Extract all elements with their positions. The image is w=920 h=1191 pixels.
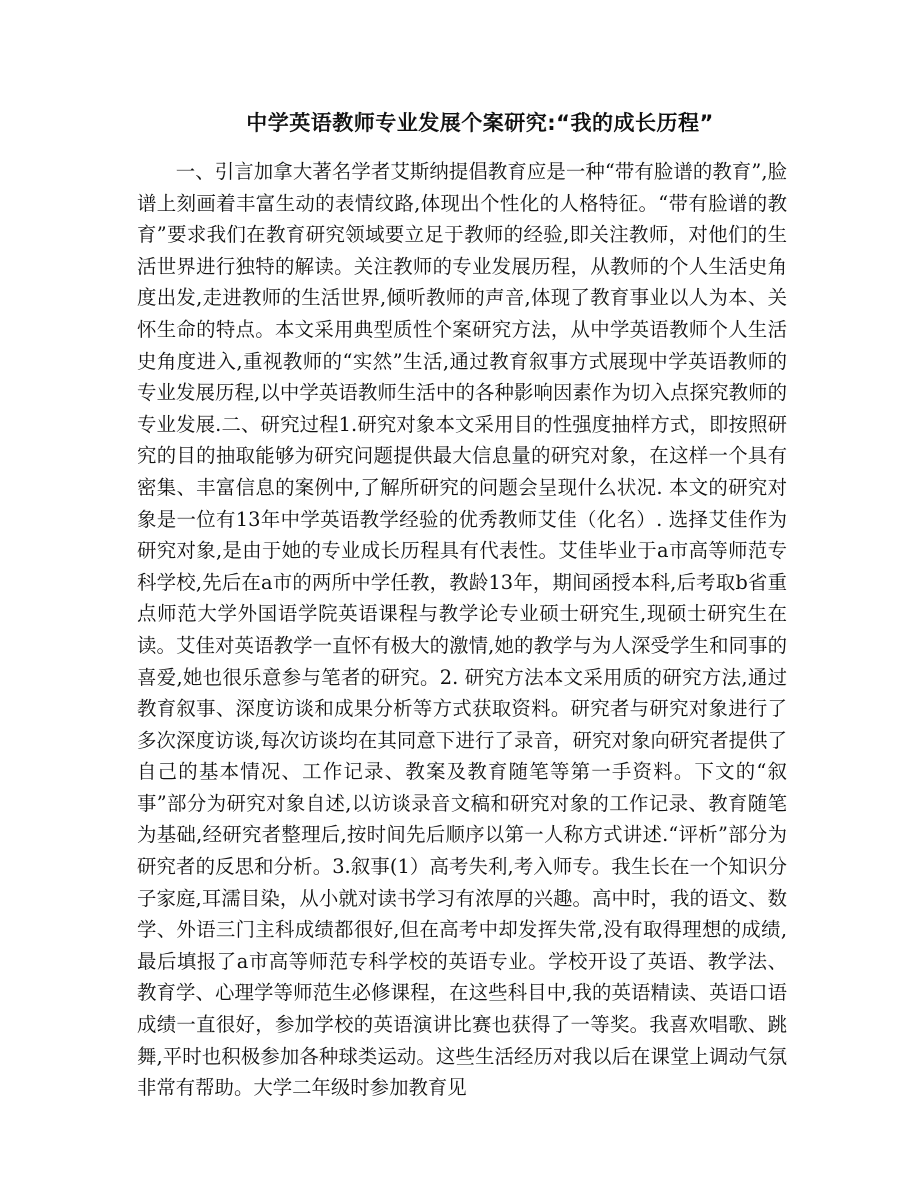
document-body-paragraph: 一、引言加拿大著名学者艾斯纳提倡教育应是一种“带有脸谱的教育”,脸谱上刻画着丰富生动的表情纹路,体现出个性化的人格特征。“带有脸谱的教育”要求我们在教育研究领域要立足于教师的经验,即关注教师，对他们的生活世界进行独特的解读。关注教师的专业发展历程，从教师的个人生活史角度出发,走进教师的生活世界,倾听教师的声音,体现了教育事业以人为本、关怀生命的特点。本文采用典型质性个案研究方法，从中学英语教师个人生活史角度进入,重视教师的“实然”生活,通过教育叙事方式展现中学英语教师的专业发展历程,以中学英语教师生活中的各种影响因素作为切入点探究教师的专业发展.二、研究过程1.研究对象本文采用目的性强度抽样方式，即按照研究的目的抽取能够为研究问题提供最大信息量的研究对象，在这样一个具有密集、丰富信息的案例中,了解所研究的问题会呈现什么状况. 本文的研究对象是一位有13年中学英语教学经验的优秀教师艾佳（化名）. 选择艾佳作为研究对象,是由于她的专业成长历程具有代表性。艾佳毕业于a市高等师范专科学校,先后在a市的两所中学任教，教龄13年，期间函授本科,后考取b省重点师范大学外国语学院英语课程与教学论专业硕士研究生,现硕士研究生在读。艾佳对英语教学一直怀有极大的激情,她的教学与为人深受学生和同事的喜爱,她也很乐意参与笔者的研究。2. 研究方法本文采用质的研究方法,通过教育叙事、深度访谈和成果分析等方式获取资料。研究者与研究对象进行了多次深度访谈,每次访谈均在其同意下进行了录音，研究对象向研究者提供了自己的基本情况、工作记录、教案及教育随笔等第一手资料。下文的“叙事”部分为研究对象自述,以访谈录音文稿和研究对象的工作记录、教育随笔为基础,经研究者整理后,按时间先后顺序以第一人称方式讲述.“评析”部分为研究者的反思和分析。3.叙事(1）高考失利,考入师专。我生长在一个知识分子家庭,耳濡目染，从小就对读书学习有浓厚的兴趣。高中时，我的语文、数学、外语三门主科成绩都很好,但在高考中却发挥失常,没有取得理想的成绩,最后填报了a市高等师范专科学校的英语专业。学校开设了英语、教学法、教育学、心理学等师范生必修课程，在这些科目中,我的英语精读、英语口语成绩一直很好，参加学校的英语演讲比赛也获得了一等奖。我喜欢唱歌、跳舞,平时也积极参加各种球类运动。这些生活经历对我以后在课堂上调动气氛非常有帮助。大学二年级时参加教育见 [137,160,787,1100]
document-title: 中学英语教师专业发展个案研究:“我的成长历程” [246,111,714,135]
